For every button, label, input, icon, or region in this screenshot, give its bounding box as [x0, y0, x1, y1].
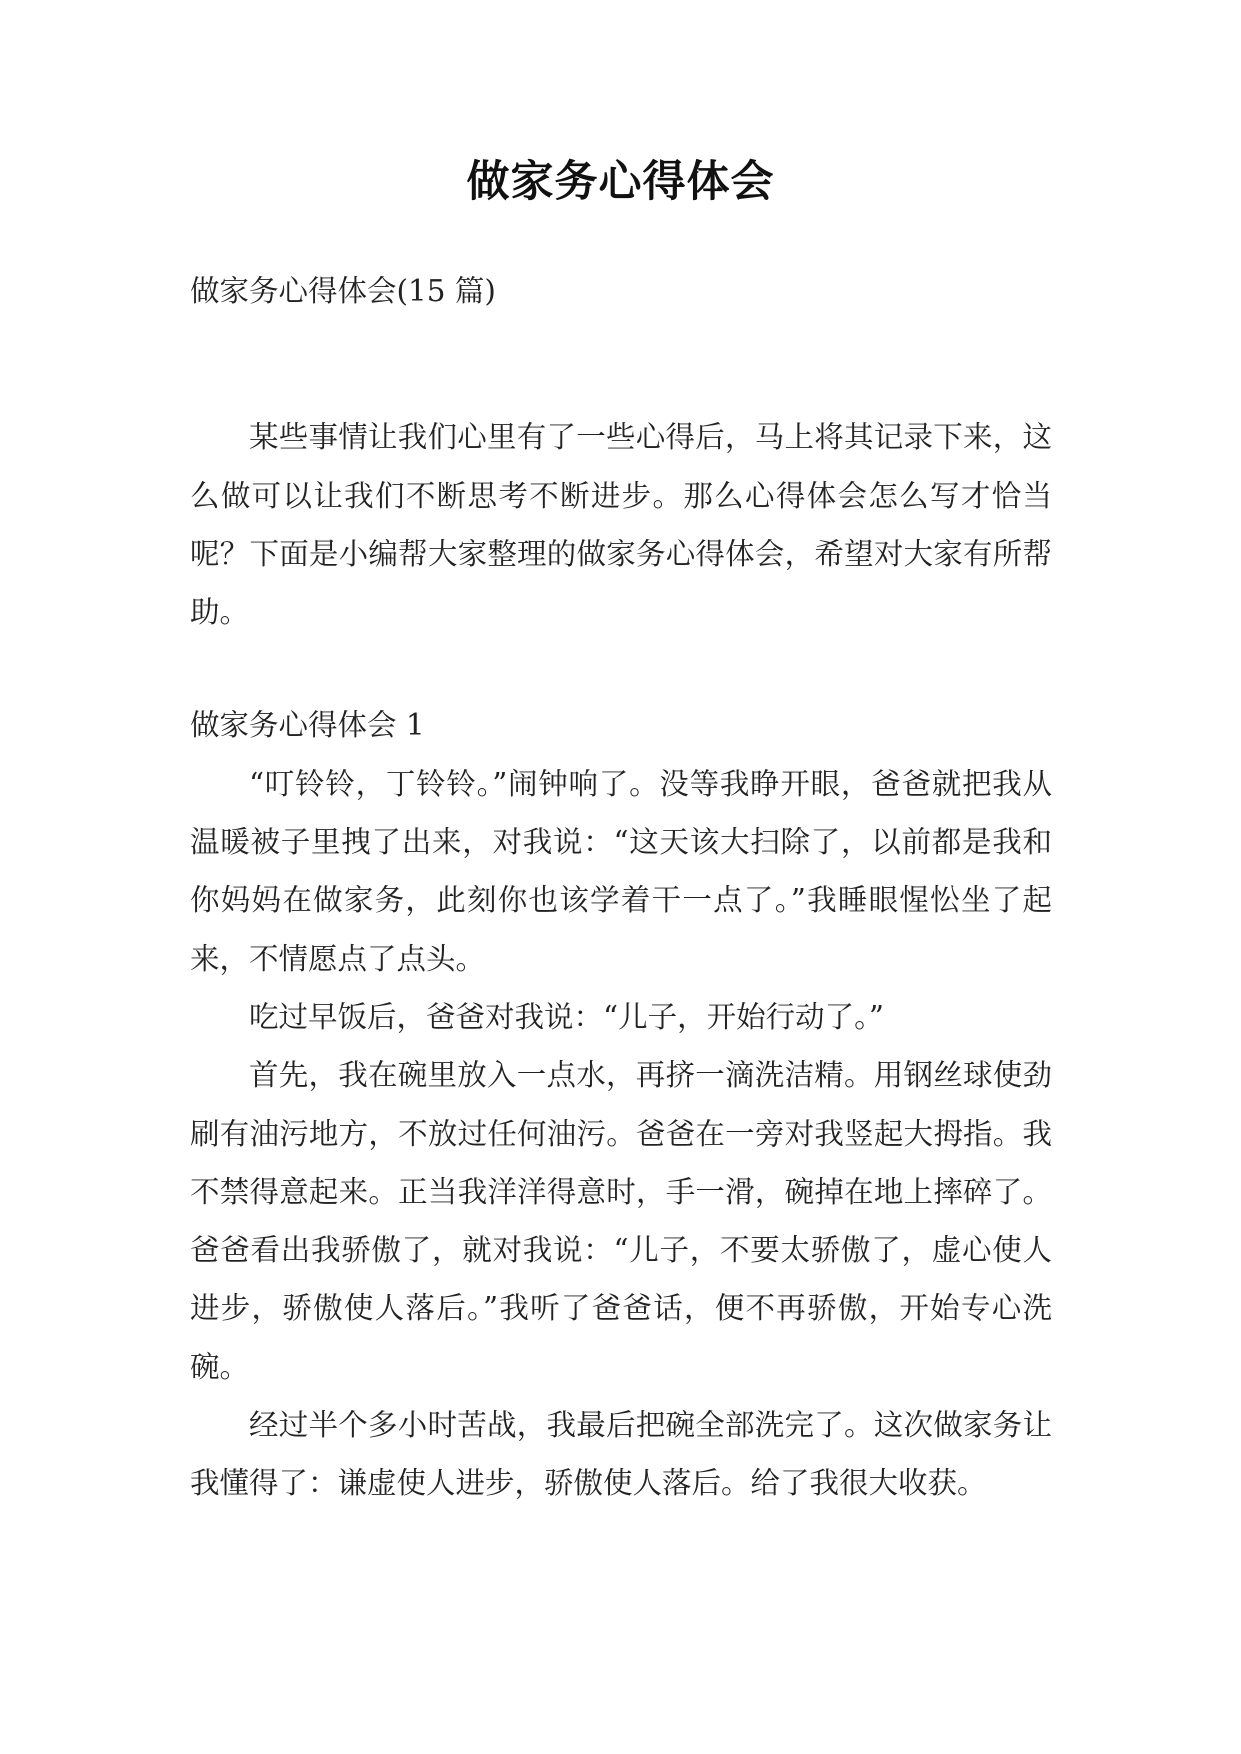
body-paragraph: 首先，我在碗里放入一点水，再挤一滴洗洁精。用钢丝球使劲刷有油污地方，不放过任何油污。爸爸在一旁对我竖起大拇指。我不禁得意起来。正当我洋洋得意时，手一滑，碗掉在地上摔碎了。爸爸看出我骄傲了，就对我说：“儿子，不要太骄傲了，虚心使人进步，骄傲使人落后。”我听了爸爸话，便不再骄傲，开始专心洗碗。	[190, 1058, 1052, 1384]
spacer	[190, 320, 1052, 408]
body-paragraph: 经过半个多小时苦战，我最后把碗全部洗完了。这次做家务让我懂得了：谦虚使人进步，骄傲使人落后。给了我很大收获。	[190, 1408, 1052, 1501]
body-paragraph: 吃过早饭后，爸爸对我说：“儿子，开始行动了。”	[249, 999, 884, 1034]
document-subtitle: 做家务心得体会(15 篇)	[190, 274, 496, 308]
document-title: 做家务心得体会	[466, 157, 775, 207]
section-heading: 做家务心得体会 1	[190, 708, 425, 743]
intro-paragraph: 某些事情让我们心里有了一些心得后，马上将其记录下来，这么做可以让我们不断思考不断进步。那么心得体会怎么写才恰当呢？下面是小编帮大家整理的做家务心得体会，希望对大家有所帮助。	[190, 420, 1052, 630]
body-paragraph: “叮铃铃，丁铃铃。”闹钟响了。没等我睁开眼，爸爸就把我从温暖被子里拽了出来，对我说：“这天该大扫除了，以前都是我和你妈妈在做家务，此刻你也该学着干一点了。”我睡眼惺忪坐了起来，不情愿点了点头。	[190, 766, 1052, 976]
spacer	[190, 641, 1052, 696]
document-body	[190, 262, 1052, 1513]
